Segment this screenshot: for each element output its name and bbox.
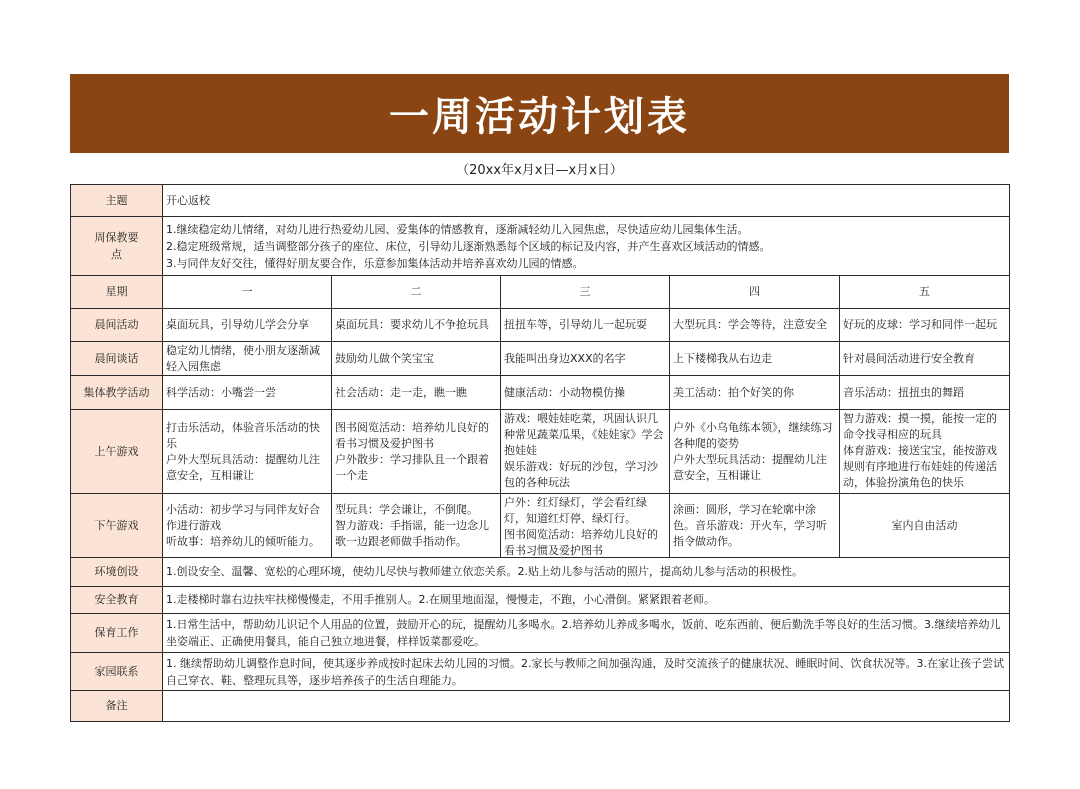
group-teaching-2[interactable]: 社会活动：走一走，瞧一瞧 (332, 376, 501, 410)
weekly-point-2: 2.稳定班级常规，适当调整部分孩子的座位、床位，引导幼儿逐渐熟悉每个区域的标记及内容，并产生喜欢区域活动的情感。 (166, 239, 771, 253)
morning-talk-2[interactable]: 鼓励幼儿做个笑宝宝 (332, 342, 501, 376)
am-games-1: 打击乐活动，体验音乐活动的快乐 户外大型玩具活动：提醒幼儿注意安全，互相谦让 (166, 420, 320, 482)
weekly-points-cell[interactable] (163, 217, 1010, 276)
morning-talk-1[interactable]: 稳定幼儿情绪，使小朋友逐渐减轻入园焦虑 (163, 342, 332, 376)
care-value[interactable]: 1.日常生活中，帮助幼儿识记个人用品的位置，鼓励开心的玩，提醒幼儿多喝水。2.培养幼儿养成多喝水，饭前、吃东西前、便后勤洗手等良好的生活习惯。3.继续培养幼儿坐姿端正、正确使用餐具，能自己独立地进餐，样样饭菜都爱吃。 (163, 614, 1010, 653)
group-teaching-3[interactable]: 健康活动：小动物模仿操 (501, 376, 670, 410)
group-teaching-4[interactable]: 美工活动：拍个好笑的你 (670, 376, 840, 410)
label-remarks: 备注 (71, 691, 163, 722)
weekly-point-3: 3.与同伴友好交往，懂得好朋友要合作，乐意参加集体活动并培养喜欢幼儿园的情感。 (166, 256, 584, 270)
pm-games-3: 户外：红灯绿灯，学会看红绿灯，知道红灯停、绿灯行。 图书阅览活动：培养幼儿良好的看书习惯及爱护图书 (504, 495, 658, 557)
am-games-3: 游戏：喂娃娃吃菜，巩固认识几种常见蔬菜瓜果，《娃娃家》学会抱娃娃 娱乐游戏：好玩的沙包，学习沙包的各种玩法 (504, 411, 664, 489)
morning-activity-3[interactable]: 扭扭车等，引导幼儿一起玩耍 (501, 309, 670, 342)
environment-value[interactable]: 1.创设安全、温馨、宽松的心理环境，使幼儿尽快与教师建立依恋关系。2.贴上幼儿参与活动的照片，提高幼儿参与活动的积极性。 (163, 558, 1010, 587)
plan-table (70, 184, 1010, 722)
label-morning-activity: 晨间活动 (71, 309, 163, 342)
morning-talk-3[interactable]: 我能叫出身边XXX的名字 (501, 342, 670, 376)
pm-games-cell-1[interactable] (163, 494, 332, 558)
label-am-games: 上午游戏 (71, 410, 163, 494)
am-games-cell-2[interactable] (332, 410, 501, 494)
row-morning-activity (71, 309, 1010, 342)
group-teaching-1[interactable]: 科学活动：小嘴尝一尝 (163, 376, 332, 410)
label-environment: 环境创设 (71, 558, 163, 587)
am-games-cell-5[interactable] (840, 410, 1010, 494)
label-theme: 主题 (71, 185, 163, 217)
pm-games-cell-4[interactable] (670, 494, 840, 558)
theme-value[interactable]: 开心返校 (163, 185, 1010, 217)
date-range: （20xx年x月x日—x月x日） (456, 163, 623, 178)
weekday-2: 二 (332, 276, 501, 309)
page-title: 一周活动计划表 (389, 94, 690, 140)
safety-value[interactable]: 1.走楼梯时靠右边扶牢扶梯慢慢走，不用手推别人。2.在厕里地面湿，慢慢走，不跑，小心滑倒。紧紧跟着老师。 (163, 587, 1010, 614)
group-teaching-5[interactable]: 音乐活动：扭扭虫的舞蹈 (840, 376, 1010, 410)
row-group-teaching (71, 376, 1010, 410)
pm-games-1: 小活动：初步学习与同伴友好合作进行游戏 听故事：培养幼儿的倾听能力。 (166, 502, 320, 548)
morning-activity-1[interactable]: 桌面玩具，引导幼儿学会分享 (163, 309, 332, 342)
weekly-point-1: 1.继续稳定幼儿情绪，对幼儿进行热爱幼儿园、爱集体的情感教育，逐渐减轻幼儿入园焦虑，尽快适应幼儿园集体生活。 (166, 222, 749, 236)
weekday-4: 四 (670, 276, 840, 309)
row-am-games (71, 410, 1010, 494)
row-remarks (71, 691, 1010, 722)
row-weekly-points (71, 217, 1010, 276)
weekday-3: 三 (501, 276, 670, 309)
row-care (71, 614, 1010, 653)
am-games-cell-3[interactable] (501, 410, 670, 494)
row-weekday (71, 276, 1010, 309)
label-pm-games: 下午游戏 (71, 494, 163, 558)
morning-activity-2[interactable]: 桌面玩具：要求幼儿不争抢玩具 (332, 309, 501, 342)
label-group-teaching: 集体教学活动 (71, 376, 163, 410)
home-contact-value[interactable]: 1. 继续帮助幼儿调整作息时间，使其逐步养成按时起床去幼儿园的习惯。2.家长与教师之间加强沟通，及时交流孩子的健康状况、睡眠时间、饮食状况等。3.在家让孩子尝试自己穿衣、鞋、整理玩具等，逐步培养孩子的生活自理能力。 (163, 653, 1010, 691)
morning-talk-5[interactable]: 针对晨间活动进行安全教育 (840, 342, 1010, 376)
am-games-4: 户外《小乌龟练本领》，继续练习各种爬的姿势 户外大型玩具活动：提醒幼儿注意安全，互相谦让 (673, 420, 833, 482)
row-environment (71, 558, 1010, 587)
pm-games-2: 型玩具：学会谦让，不倒爬。 智力游戏：手指谣，能一边念儿歌一边跟老师做手指动作。 (335, 502, 489, 548)
row-theme (71, 185, 1010, 217)
row-safety (71, 587, 1010, 614)
pm-games-5[interactable]: 室内自由活动 (840, 494, 1010, 558)
label-safety: 安全教育 (71, 587, 163, 614)
label-morning-talk: 晨间谈话 (71, 342, 163, 376)
am-games-5: 智力游戏：摸一摸，能按一定的命令找寻相应的玩具 体育游戏：接送宝宝，能按游戏规则有序地进行布娃娃的传递活动，体验扮演角色的快乐 (843, 411, 997, 489)
weekday-5: 五 (840, 276, 1010, 309)
morning-activity-4[interactable]: 大型玩具：学会等待，注意安全 (670, 309, 840, 342)
row-pm-games (71, 494, 1010, 558)
pm-games-cell-3[interactable] (501, 494, 670, 558)
am-games-cell-4[interactable] (670, 410, 840, 494)
weekday-1: 一 (163, 276, 332, 309)
pm-games-4: 涂画：圆形，学习在轮廓中涂色。音乐游戏：开火车，学习听指令做动作。 (673, 502, 827, 548)
am-games-2: 图书阅览活动：培养幼儿良好的看书习惯及爱护图书 户外散步：学习排队且一个跟着一个走 (335, 420, 489, 482)
morning-activity-5[interactable]: 好玩的皮球：学习和同伴一起玩 (840, 309, 1010, 342)
row-morning-talk (71, 342, 1010, 376)
remarks-value[interactable] (163, 691, 1010, 722)
title-bar (70, 74, 1009, 153)
morning-talk-4[interactable]: 上下楼梯我从右边走 (670, 342, 840, 376)
label-weekday: 星期 (71, 276, 163, 309)
label-weekly-points: 周保教要点 (94, 231, 139, 261)
label-care: 保育工作 (71, 614, 163, 653)
label-home-contact: 家园联系 (71, 653, 163, 691)
row-home-contact (71, 653, 1010, 691)
pm-games-cell-2[interactable] (332, 494, 501, 558)
am-games-cell-1[interactable] (163, 410, 332, 494)
